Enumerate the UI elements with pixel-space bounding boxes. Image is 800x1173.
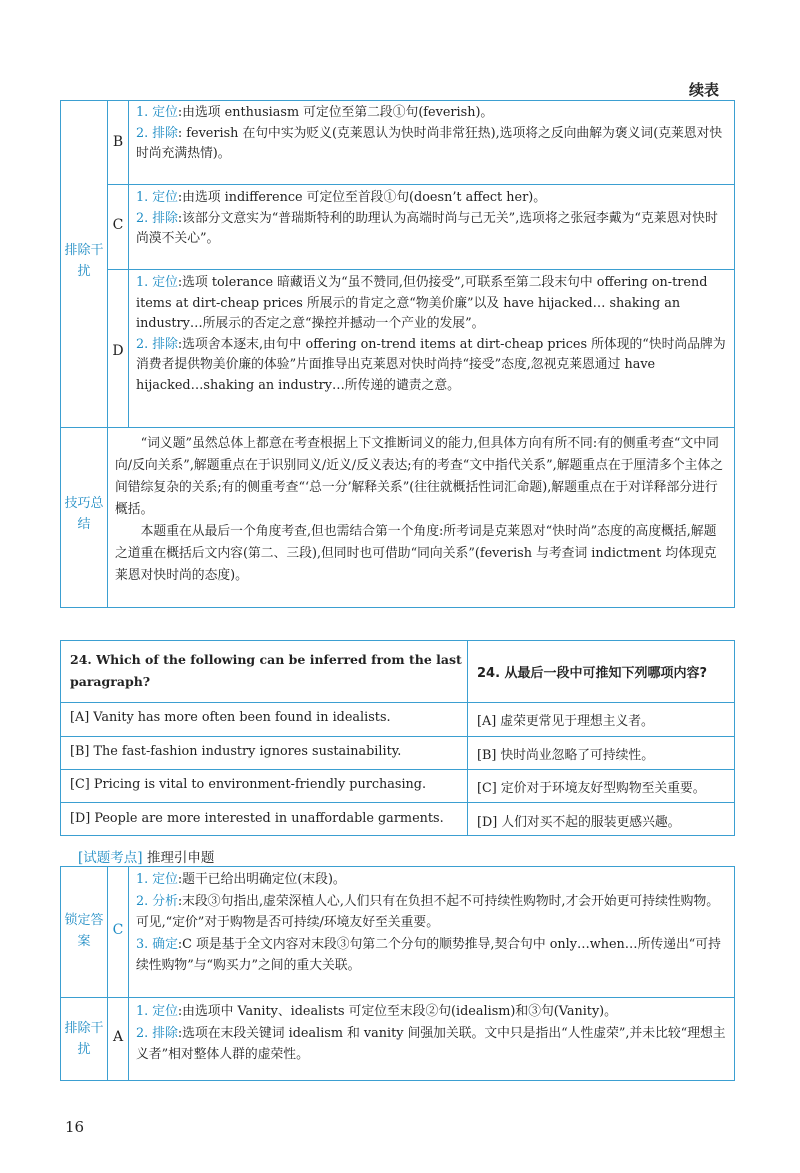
page-number: 16 <box>65 1118 85 1136</box>
option-a-en: [A] Vanity has more often been found in idealists. <box>70 710 391 725</box>
continued-label: 续表 <box>689 81 720 99</box>
step-key: 1. 定位 <box>136 1004 178 1019</box>
option-letter: B <box>112 134 124 150</box>
option-b-en: [B] The fast-fashion industry ignores sustainability. <box>70 744 402 759</box>
question-24-table <box>60 640 735 836</box>
exclude-interference-label: 排除干扰 <box>64 1021 104 1057</box>
tips-summary-text: “词义题”虽然总体上都意在考查根据上下文推断词义的能力,但具体方向有所不同:有的侧重考查“文中同向/反向关系”,解题重点在于识别同义/近义/反义表达;有的考查“文中指代关系”,解题重点在于厘清多个主体之间错综复杂的关系;有的侧重考查“‘总一分’解释关系”(往往就概括性词汇命题),解题重点在于对详释部分进行概括。 本题重在从最后一个角度考查,但也需结合第一个角度:所考词是克莱恩对“快时尚”态度的高度概括,解题之道重在概括后文内容(第二、三段),但同时也可借助“同向关系”(feverish 与考查词 indictment 均体现克莱恩对快时尚的态度)。 <box>115 436 724 583</box>
step-key: 2. 排除 <box>136 125 178 141</box>
step-key: 2. 分析 <box>136 893 178 909</box>
option-c-zh: [C] 定价对于环境友好型购物至关重要。 <box>477 781 706 796</box>
step-key: 1. 定位 <box>136 105 178 120</box>
option-d-zh: [D] 人们对买不起的服装更感兴趣。 <box>477 815 681 830</box>
step-key: 1. 定位 <box>136 872 178 887</box>
step-key: 1. 定位 <box>136 190 178 205</box>
step-key: 2. 排除 <box>136 336 178 352</box>
step-key: 1. 定位 <box>136 275 178 290</box>
step-key: 2. 排除 <box>136 1025 178 1041</box>
option-a-zh: [A] 虚荣更常见于理想主义者。 <box>477 714 654 729</box>
option-a-analysis: 1. 定位:由选项中 Vanity、idealists 可定位至末段②句(idealism)和③句(Vanity)。 2. 排除:选项在末段关键词 idealism 和 vanity 间强加关联。文中只是指出“人性虚荣”,并未比较“理想主义者”相对整体人群的虚荣性。 <box>136 1004 726 1062</box>
exclude-interference-label: 排除干扰 <box>64 243 104 279</box>
answer-letter: C <box>112 922 124 938</box>
option-c-analysis: 1. 定位:由选项 indifference 可定位至首段①句(doesn’t affect her)。 2. 排除:该部分文意实为“普瑞斯特利的助理认为高端时尚与己无关”,选项将之张冠李戴为“克莱恩对快时尚漠不关心”。 <box>136 190 718 246</box>
answer-analysis: 1. 定位:题干已给出明确定位(末段)。 2. 分析:末段③句指出,虚荣深植人心,人们只有在负担不起不可持续性购物时,才会开始更可持续性购物。可见,“定价”对于购物是否可持续/环境友好至关重要。 3. 确定:C 项是基于全文内容对末段③句第二个分句的顺势推导,契合句中 only…when…所传递出“可持续性购物”与“购买力”之间的重大关联。 <box>136 872 721 973</box>
option-d-analysis: 1. 定位:选项 tolerance 暗藏语义为“虽不赞同,但仍接受”,可联系至第二段末句中 offering on-trend items at dirt-cheap prices 所展示的肯定之意“物美价廉”以及 have hijacked… shaking an industry…所展示的否定之意“操控并撼动一个产业的发展”。 2. 排除:选项舍本逐末,由句中 offering on-trend items at dirt-cheap prices 所体现的“快时尚品牌为消费者提供物美价廉的体验”片面推导出克莱恩对快时尚持“接受”态度,忽视克莱恩通过 have hijacked…shaking an industry…所传递的谴责之意。 <box>136 275 726 393</box>
step-key: 3. 确定 <box>136 936 178 952</box>
lock-answer-label: 锁定答案 <box>64 913 104 949</box>
option-b-analysis: 1. 定位:由选项 enthusiasm 可定位至第二段①句(feverish)。 2. 排除: feverish 在句中实为贬义(克莱恩认为快时尚非常狂热),选项将之反向曲解为褒义词(克莱恩对快时尚充满热情)。 <box>136 105 723 161</box>
option-b-zh: [B] 快时尚业忽略了可持续性。 <box>477 748 655 763</box>
step-key: 2. 排除 <box>136 210 178 226</box>
option-letter: D <box>112 343 124 359</box>
option-d-en: [D] People are more interested in unaffordable garments. <box>70 811 444 826</box>
option-c-en: [C] Pricing is vital to environment-friendly purchasing. <box>70 777 427 792</box>
question-stem-zh: 24. 从最后一段中可推知下列哪项内容? <box>477 666 708 681</box>
continued-analysis-table <box>60 100 735 608</box>
question-stem-en: 24. Which of the following can be inferred from the last paragraph? <box>70 652 462 689</box>
question-type-tag: [试题考点] 推理引申题 <box>78 850 215 866</box>
answer-analysis-table <box>60 866 735 1081</box>
option-letter: A <box>112 1029 124 1045</box>
option-letter: C <box>112 217 124 233</box>
tips-summary-label: 技巧总结 <box>64 496 104 532</box>
